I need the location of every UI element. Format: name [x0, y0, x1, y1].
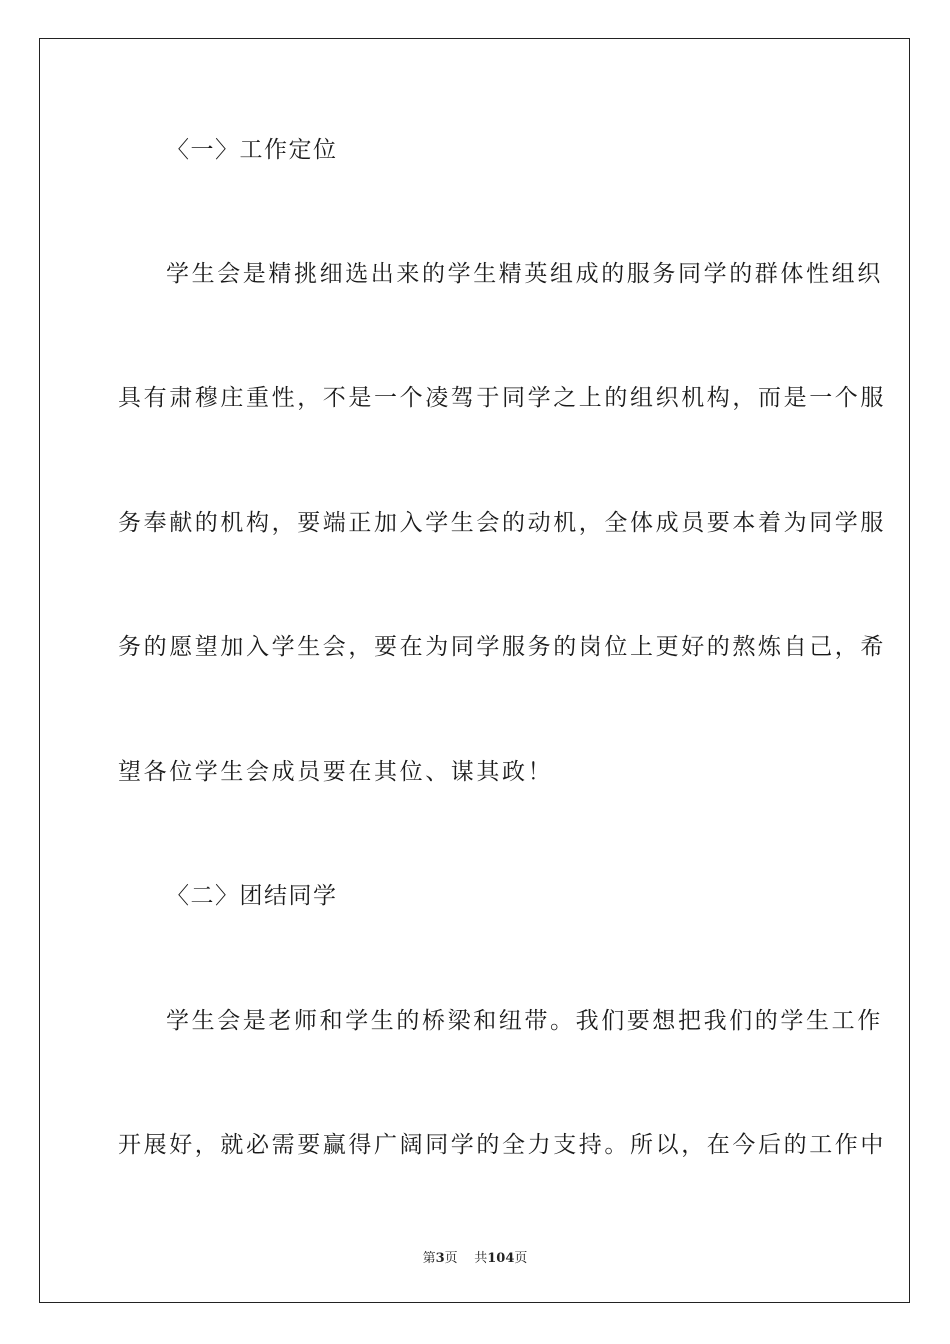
total-pages: 104 [487, 1251, 515, 1266]
paragraph-line: 望各位学生会成员要在其位、谋其政！ [118, 759, 554, 785]
section-heading-1: 〈一〉工作定位 [166, 137, 338, 163]
page-footer [0, 1247, 950, 1266]
page-suffix: 页 [444, 1251, 458, 1266]
paragraph-line: 务的愿望加入学生会，要在为同学服务的岗位上更好的熬炼自己，希 [118, 634, 886, 660]
page-prefix: 第 [422, 1251, 436, 1266]
page-number: 3 [435, 1251, 445, 1266]
total-suffix: 页 [514, 1251, 528, 1266]
paragraph-line: 开展好，就必需要赢得广阔同学的全力支持。所以，在今后的工作中 [118, 1132, 886, 1158]
paragraph-line: 具有肃穆庄重性，不是一个凌驾于同学之上的组织机构，而是一个服 [118, 385, 886, 411]
section-heading-2: 〈二〉团结同学 [166, 883, 338, 909]
paragraph-line: 务奉献的机构，要端正加入学生会的动机，全体成员要本着为同学服 [118, 510, 886, 536]
page-border [39, 38, 910, 1303]
paragraph-line: 学生会是精挑细选出来的学生精英组成的服务同学的群体性组织 [166, 261, 883, 287]
total-prefix: 共 [474, 1251, 488, 1266]
paragraph-line: 学生会是老师和学生的桥梁和纽带。我们要想把我们的学生工作 [166, 1008, 883, 1034]
